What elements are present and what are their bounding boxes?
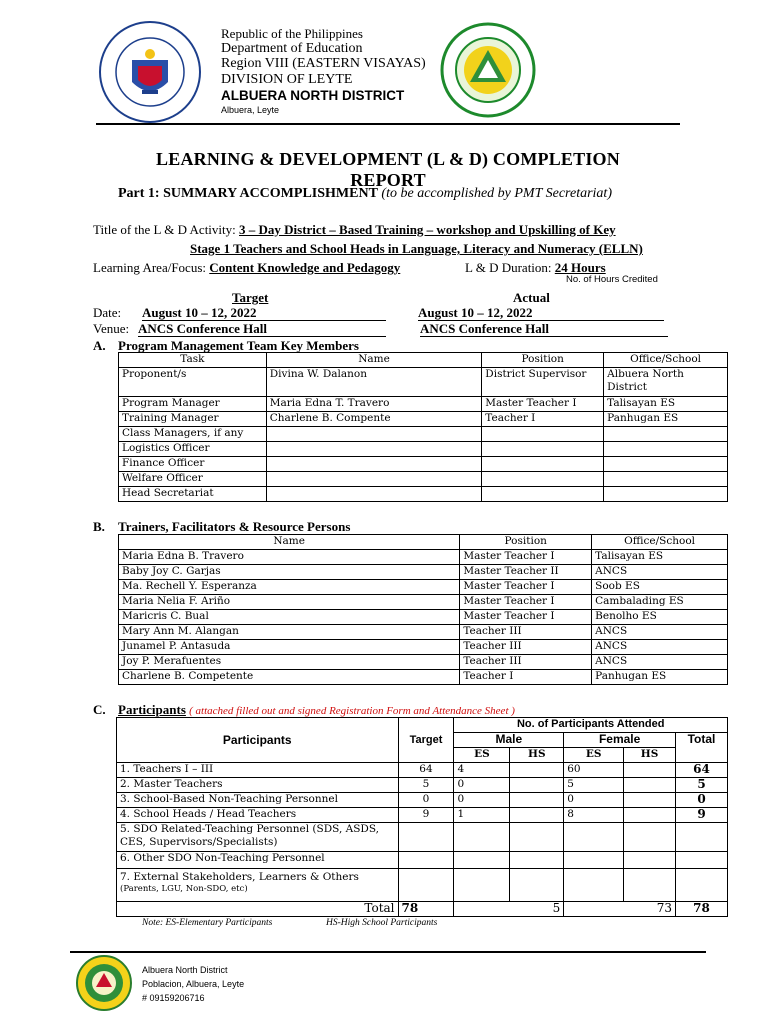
pmt-name: Charlene B. Compente: [266, 412, 482, 427]
participant-label: 4. School Heads / Head Teachers: [117, 808, 399, 823]
female-es: 8: [564, 808, 624, 823]
note-es: Note: ES-Elementary Participants: [142, 918, 273, 928]
pmt-office: [604, 487, 728, 502]
trainers-header-position: Position: [460, 535, 592, 550]
female-hs: [624, 778, 676, 793]
table-row: [117, 778, 728, 793]
duration-value: 24 Hours: [554, 260, 606, 275]
trainer-position: Master Teacher I: [460, 595, 592, 610]
table-row: [117, 793, 728, 808]
pmt-office: Albuera North District: [604, 368, 728, 397]
trainer-position: Master Teacher I: [460, 610, 592, 625]
pmt-position: District Supervisor: [482, 368, 604, 397]
pmt-header-position: Position: [482, 353, 604, 368]
row-total: 0: [676, 793, 728, 808]
participant-target: [398, 852, 454, 869]
row-total: [676, 823, 728, 852]
row-total: [676, 852, 728, 869]
male-es: 0: [454, 778, 510, 793]
pmt-position: [482, 487, 604, 502]
female-es: [564, 852, 624, 869]
female-hs: [624, 869, 676, 902]
header-female-hs: HS: [624, 748, 676, 763]
trainer-office: Soob ES: [592, 580, 728, 595]
participant-target: [398, 869, 454, 902]
header-male-es: ES: [454, 748, 510, 763]
pmt-name: [266, 457, 482, 472]
trainer-name: Maria Edna B. Travero: [119, 550, 460, 565]
participant-label: 1. Teachers I – III: [117, 763, 399, 778]
trainer-office: ANCS: [592, 625, 728, 640]
participant-target: 5: [398, 778, 454, 793]
activity-title-line2: Stage 1 Teachers and School Heads in Language, Literacy and Numeracy (ELLN): [190, 241, 643, 256]
trainer-office: ANCS: [592, 640, 728, 655]
part1-label: Part 1: SUMMARY ACCOMPLISHMENT: [118, 186, 378, 201]
table-row: [117, 823, 728, 852]
district-logo: [76, 955, 132, 1011]
table-row: [119, 457, 728, 472]
male-es: [454, 823, 510, 852]
table-row: [119, 397, 728, 412]
date-label: Date:: [93, 305, 122, 320]
pmt-header-office: Office/School: [604, 353, 728, 368]
pmt-name: [266, 442, 482, 457]
header-target: Target: [398, 718, 454, 763]
section-c-heading: [118, 702, 515, 718]
hours-note: No. of Hours Credited: [566, 274, 658, 285]
totals-row: [117, 902, 728, 917]
male-hs: [510, 852, 564, 869]
trainer-name: Maria Nelia F. Ariño: [119, 595, 460, 610]
table-row: [119, 625, 728, 640]
pmt-task: Finance Officer: [119, 457, 267, 472]
female-hs: [624, 808, 676, 823]
table-row: [119, 472, 728, 487]
table-row: [119, 550, 728, 565]
note-hs: HS-High School Participants: [326, 918, 438, 928]
header-total: Total: [676, 733, 728, 763]
male-hs: [510, 808, 564, 823]
table-row: [119, 412, 728, 427]
male-hs: [510, 823, 564, 852]
participant-label: 6. Other SDO Non-Teaching Personnel: [117, 852, 399, 869]
participant-target: 0: [398, 793, 454, 808]
pmt-task: Class Managers, if any: [119, 427, 267, 442]
part1-note: (to be accomplished by PMT Secretariat): [381, 186, 612, 201]
table-row: [117, 869, 728, 902]
male-hs: [510, 763, 564, 778]
division-seal: [440, 22, 536, 118]
pmt-header-name: Name: [266, 353, 482, 368]
row-total: 9: [676, 808, 728, 823]
footer-line-2: Poblacion, Albuera, Leyte: [142, 979, 245, 989]
pmt-header-row: [119, 353, 728, 368]
female-hs: [624, 823, 676, 852]
male-es: [454, 869, 510, 902]
trainer-office: Cambalading ES: [592, 595, 728, 610]
header-attended: No. of Participants Attended: [454, 718, 728, 733]
activity-label: Title of the L & D Activity:: [93, 222, 236, 237]
actual-label: Actual: [513, 290, 550, 305]
trainer-position: Teacher III: [460, 640, 592, 655]
trainer-name: Baby Joy C. Garjas: [119, 565, 460, 580]
trainer-name: Charlene B. Competente: [119, 670, 460, 685]
duration-label: L & D Duration:: [465, 260, 552, 275]
total-male: 5: [454, 902, 564, 917]
male-es: [454, 852, 510, 869]
trainer-name: Joy P. Merafuentes: [119, 655, 460, 670]
header-male-hs: HS: [510, 748, 564, 763]
header-participants: Participants: [117, 718, 399, 763]
female-hs: [624, 852, 676, 869]
male-hs: [510, 793, 564, 808]
participant-label: 3. School-Based Non-Teaching Personnel: [117, 793, 399, 808]
table-row: [119, 442, 728, 457]
pmt-position: [482, 442, 604, 457]
pmt-office: [604, 472, 728, 487]
participant-target: 64: [398, 763, 454, 778]
trainers-header-row: [119, 535, 728, 550]
trainers-table: [118, 534, 728, 685]
pmt-task: Training Manager: [119, 412, 267, 427]
section-a-letter: A.: [93, 338, 106, 353]
deped-seal: [98, 20, 202, 124]
pmt-position: Teacher I: [482, 412, 604, 427]
section-b-letter: B.: [93, 519, 105, 534]
pmt-position: Master Teacher I: [482, 397, 604, 412]
trainers-header-office: Office/School: [592, 535, 728, 550]
pmt-position: [482, 457, 604, 472]
table-row: [119, 580, 728, 595]
actual-venue: ANCS Conference Hall: [420, 321, 668, 337]
trainer-position: Teacher I: [460, 670, 592, 685]
trainer-position: Master Teacher I: [460, 580, 592, 595]
trainer-name: Junamel P. Antasuda: [119, 640, 460, 655]
table-row: [117, 763, 728, 778]
trainer-position: Teacher III: [460, 655, 592, 670]
district-name: ALBUERA NORTH DISTRICT: [221, 88, 405, 103]
area-label: Learning Area/Focus:: [93, 260, 206, 275]
pmt-table: [118, 352, 728, 502]
pmt-name: [266, 427, 482, 442]
target-venue: ANCS Conference Hall: [138, 321, 386, 337]
table-row: [119, 368, 728, 397]
actual-date: August 10 – 12, 2022: [418, 305, 664, 321]
header-line-3: Region VIII (EASTERN VISAYAS): [221, 56, 426, 71]
participant-sublabel: (Parents, LGU, Non-SDO, etc): [120, 884, 248, 894]
activity-title-line1: 3 – Day District – Based Training – workshop and Upskilling of Key: [239, 222, 616, 237]
participant-label: 7. External Stakeholders, Learners & Others: [120, 871, 359, 883]
section-c-letter: C.: [93, 702, 106, 717]
row-total: [676, 869, 728, 902]
pmt-office: Talisayan ES: [604, 397, 728, 412]
trainer-office: Benolho ES: [592, 610, 728, 625]
trainer-name: Ma. Rechell Y. Esperanza: [119, 580, 460, 595]
participants-table: [116, 717, 728, 917]
male-hs: [510, 778, 564, 793]
pmt-position: [482, 472, 604, 487]
male-es: 0: [454, 793, 510, 808]
participant-label-cell: [117, 869, 399, 902]
target-date: August 10 – 12, 2022: [142, 305, 386, 321]
venue-label: Venue:: [93, 321, 130, 336]
participant-label: 5. SDO Related-Teaching Personnel (SDS, ASDS, CES, Supervisors/Specialists): [117, 823, 399, 852]
pmt-position: [482, 427, 604, 442]
table-row: [119, 427, 728, 442]
section-a-title: Program Management Team Key Members: [118, 338, 359, 353]
table-row: [119, 610, 728, 625]
female-hs: [624, 793, 676, 808]
page-title: LEARNING & DEVELOPMENT (L & D) COMPLETION REPORT: [156, 149, 620, 190]
pmt-task: Welfare Officer: [119, 472, 267, 487]
total-all: 78: [676, 902, 728, 917]
footer-line-3: # 09159206716: [142, 993, 205, 1003]
section-b-title: Trainers, Facilitators & Resource Persons: [118, 519, 351, 534]
area-row: [93, 260, 400, 276]
participant-target: 9: [398, 808, 454, 823]
pmt-header-task: Task: [119, 353, 267, 368]
pmt-name: Divina W. Dalanon: [266, 368, 482, 397]
trainer-position: Master Teacher II: [460, 565, 592, 580]
header-male: Male: [454, 733, 564, 748]
table-row: [117, 808, 728, 823]
pmt-office: [604, 442, 728, 457]
female-hs: [624, 763, 676, 778]
section-c-note: ( attached filled out and signed Registration Form and Attendance Sheet ): [189, 705, 515, 717]
section-c-title: Participants: [118, 702, 186, 717]
header-line-2: Department of Education: [221, 41, 363, 56]
trainer-name: Maricris C. Bual: [119, 610, 460, 625]
header-line-4: DIVISION OF LEYTE: [221, 72, 353, 87]
male-es: 4: [454, 763, 510, 778]
table-row: [119, 595, 728, 610]
female-es: 60: [564, 763, 624, 778]
trainer-office: Talisayan ES: [592, 550, 728, 565]
trainer-office: ANCS: [592, 655, 728, 670]
row-total: 5: [676, 778, 728, 793]
table-row: [119, 565, 728, 580]
target-label: Target: [232, 290, 269, 305]
header-female: Female: [564, 733, 676, 748]
trainer-name: Mary Ann M. Alangan: [119, 625, 460, 640]
trainers-header-name: Name: [119, 535, 460, 550]
male-hs: [510, 869, 564, 902]
pmt-office: [604, 457, 728, 472]
trainer-office: Panhugan ES: [592, 670, 728, 685]
area-value: Content Knowledge and Pedagogy: [209, 260, 401, 275]
pmt-task: Proponent/s: [119, 368, 267, 397]
total-target: 78: [398, 902, 454, 917]
pmt-office: Panhugan ES: [604, 412, 728, 427]
town-name: Albuera, Leyte: [221, 105, 280, 115]
participant-target: [398, 823, 454, 852]
total-female: 73: [564, 902, 676, 917]
pmt-task: Head Secretariat: [119, 487, 267, 502]
pmt-task: Program Manager: [119, 397, 267, 412]
female-es: [564, 869, 624, 902]
header-divider: [96, 123, 680, 125]
table-row: [119, 640, 728, 655]
activity-row: [93, 222, 616, 238]
header-female-es: ES: [564, 748, 624, 763]
footer-divider: [70, 951, 706, 953]
table-row: [119, 655, 728, 670]
table-row: [117, 852, 728, 869]
header-line-1: Republic of the Philippines: [221, 26, 363, 41]
participants-header-row-1: [117, 718, 728, 733]
trainer-position: Master Teacher I: [460, 550, 592, 565]
male-es: 1: [454, 808, 510, 823]
pmt-task: Logistics Officer: [119, 442, 267, 457]
part1-heading: [118, 186, 612, 202]
pmt-office: [604, 427, 728, 442]
female-es: [564, 823, 624, 852]
footer-line-1: Albuera North District: [142, 965, 228, 975]
trainer-office: ANCS: [592, 565, 728, 580]
trainer-position: Teacher III: [460, 625, 592, 640]
pmt-name: Maria Edna T. Travero: [266, 397, 482, 412]
footer-address: [142, 963, 244, 1005]
total-label: Total: [117, 902, 399, 917]
table-row: [119, 670, 728, 685]
participant-label: 2. Master Teachers: [117, 778, 399, 793]
female-es: 0: [564, 793, 624, 808]
pmt-name: [266, 472, 482, 487]
female-es: 5: [564, 778, 624, 793]
pmt-name: [266, 487, 482, 502]
row-total: 64: [676, 763, 728, 778]
table-row: [119, 487, 728, 502]
